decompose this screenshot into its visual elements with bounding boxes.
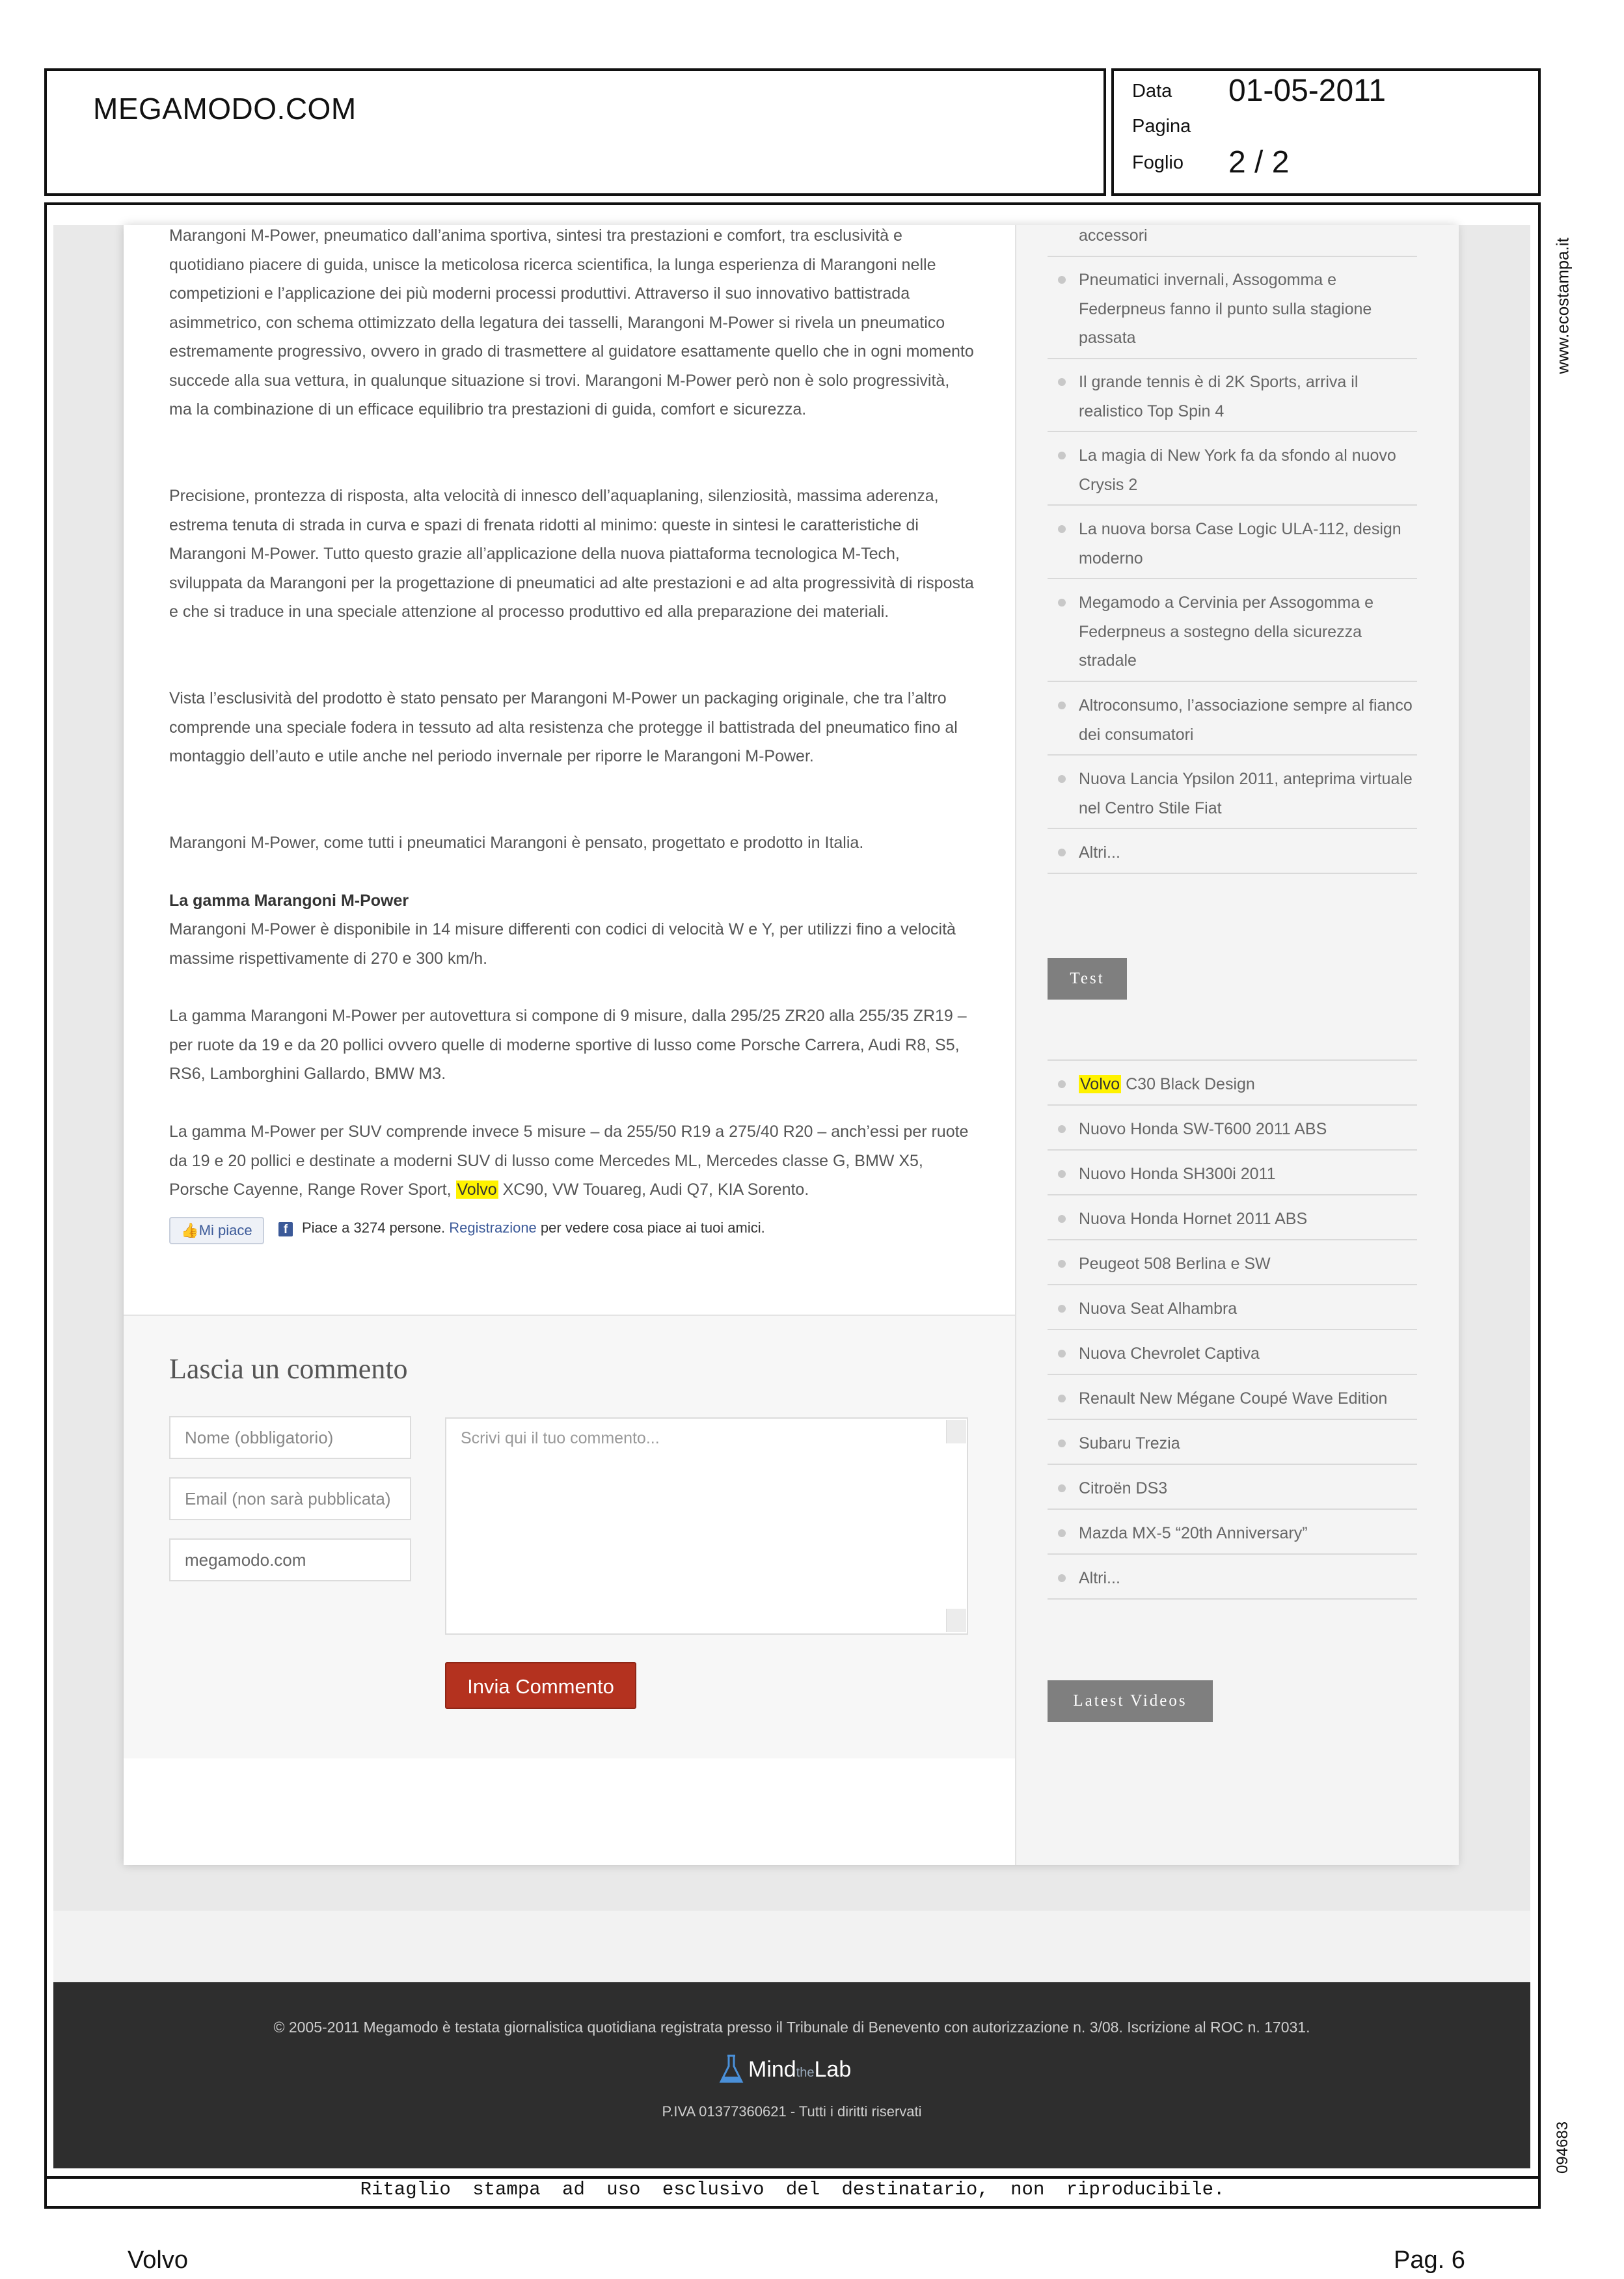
bullet-icon	[1058, 1350, 1066, 1358]
bullet-icon	[1058, 1305, 1066, 1313]
article-paragraph-6: La gamma Marangoni M-Power per autovettura si compone di 9 misure, dalla 295/25 ZR20 alla 255/35 ZR19 – per ruote da 19 e da 20 pollici ovvero quelle di moderne sportive di lusso come Porsche Carrera, Audi R8, S5, RS6, Lamborghini Gallardo, BMW M3.	[169, 1007, 967, 1083]
email-field[interactable]: Email (non sarà pubblicata)	[169, 1477, 411, 1520]
page-label: Pagina	[1132, 116, 1191, 137]
bullet-icon	[1058, 1440, 1066, 1447]
sidebar-link[interactable]: Subaru Trezia	[1048, 1429, 1417, 1465]
page-number: Pag. 6	[1394, 2246, 1465, 2274]
scrollbar-up[interactable]	[946, 1420, 966, 1443]
keyword-highlight: Volvo	[457, 1180, 497, 1199]
site-name: MEGAMODO.COM	[93, 92, 357, 126]
article-paragraph-4: Marangoni M-Power, come tutti i pneumatici Marangoni è pensato, progettato e prodotto in Italia.	[169, 834, 864, 852]
sidebar-link[interactable]: Nuova Chevrolet Captiva	[1048, 1339, 1417, 1375]
register-link[interactable]: Registrazione	[449, 1220, 537, 1236]
sidebar-link[interactable]: Nuovo Honda SH300i 2011	[1048, 1160, 1417, 1195]
article-paragraph-7: La gamma M-Power per SUV comprende invece 5 misure – da 255/50 R19 a 275/40 R20 – anch’essi per ruote da 19 e 20 pollici e destinate a moderni SUV di lusso come Mercedes ML, Mercedes classe G, BMW X5, Porsche Cayenne, Range Rover Sport, Volvo XC90, VW Touareg, Audi Q7, KIA Sorento.	[169, 1123, 969, 1199]
sheet-label: Foglio	[1132, 152, 1184, 173]
date-label: Data	[1132, 81, 1172, 102]
sidebar-link[interactable]: Volvo C30 Black Design	[1048, 1070, 1417, 1106]
sidebar-link[interactable]: Mazda MX-5 “20th Anniversary”	[1048, 1519, 1417, 1555]
sidebar-link[interactable]: Nuovo Honda SW-T600 2011 ABS	[1048, 1115, 1417, 1151]
page-keyword: Volvo	[128, 2246, 188, 2274]
scrollbar-down[interactable]	[946, 1609, 966, 1632]
bullet-icon	[1058, 276, 1066, 284]
bullet-icon	[1058, 1574, 1066, 1582]
comment-textarea[interactable]: Scrivi qui il tuo commento...	[445, 1417, 968, 1635]
comment-title: Lascia un commento	[169, 1353, 408, 1385]
sidebar-more-link[interactable]: Altri...	[1048, 1564, 1417, 1600]
tab-latest-videos[interactable]: Latest Videos	[1048, 1680, 1213, 1722]
sidebar-link[interactable]: La nuova borsa Case Logic ULA-112, design moderno	[1048, 515, 1417, 579]
side-url: www.ecostampa.it	[1552, 238, 1573, 374]
bullet-icon	[1058, 1529, 1066, 1537]
bullet-icon	[1058, 1125, 1066, 1133]
sidebar-link[interactable]: Nuova Honda Hornet 2011 ABS	[1048, 1205, 1417, 1240]
article-paragraph-2: Precisione, prontezza di risposta, alta velocità di innesco dell’aquaplaning, silenziosità, massima aderenza, estrema tenuta di strada in curva e spazi di frenata ridotti al minimo: queste in sintesi le caratteristiche di Marangoni M-Power. Tutto questo grazie all’applicazione della nuova piattaforma tecnologica M-Tech, sviluppata da Marangoni per la progettazione di pneumatici ad alte prestazioni e ad alta progressività di risposta e che si traduce in una speciale attenzione al processo produttivo ed alla preparazione dei materiali.	[169, 487, 974, 621]
footer-vat: P.IVA 01377360621 - Tutti i diritti riservati	[662, 2103, 922, 2120]
bullet-icon	[1058, 1484, 1066, 1492]
sheet-value: 2 / 2	[1228, 145, 1290, 180]
usage-notice: Ritaglio stampa ad uso esclusivo del destinatario, non riproducibile.	[360, 2179, 1225, 2200]
bullet-icon	[1058, 525, 1066, 533]
header-title-box	[44, 68, 1106, 196]
name-field[interactable]: Nome (obbligatorio)	[169, 1416, 411, 1459]
tab-test[interactable]: Test	[1048, 958, 1127, 1000]
sidebar-more-link[interactable]: Altri...	[1048, 838, 1417, 874]
bullet-icon	[1058, 1260, 1066, 1268]
article-paragraph-1: Marangoni M-Power, pneumatico dall’anima sportiva, sintesi tra prestazioni e comfort, tra esclusività e quotidiano piacere di guida, unisce la meticolosa ricerca scientifica, la lunga esperienza di Marangoni nelle competizioni e l’applicazione dei più moderni processi produttivi. Attraverso il suo innovativo battistrada asimmetrico, con schema ottimizzato della legatura dei tasselli, Marangoni M-Power si rivela un pneumatico estremamente progressivo, ovvero in grado di trasmettere al guidatore esattamente quello che in ogni momento succede alla sua vettura, in qualunque situazione si trovi. Marangoni M-Power però non è solo progressività, ma la combinazione di un efficace equilibrio tra prestazioni di guida, comfort e sicurezza.	[169, 226, 974, 418]
sidebar-link[interactable]: Peugeot 508 Berlina e SW	[1048, 1249, 1417, 1285]
sidebar-link[interactable]: Nuova Seat Alhambra	[1048, 1294, 1417, 1330]
bullet-icon	[1058, 599, 1066, 607]
sidebar-link[interactable]: La magia di New York fa da sfondo al nuovo Crysis 2	[1048, 441, 1417, 506]
list-divider	[1048, 1059, 1417, 1061]
bullet-icon	[1058, 1395, 1066, 1402]
sidebar-link[interactable]: accessori	[1048, 221, 1417, 257]
like-button[interactable]: 👍Mi piace	[169, 1217, 264, 1244]
keyword-highlight: Volvo	[1080, 1075, 1120, 1093]
article-subheading: La gamma Marangoni M-Power	[169, 892, 409, 910]
sidebar-link[interactable]: Megamodo a Cervinia per Assogomma e Federpneus a sostegno della sicurezza stradale	[1048, 588, 1417, 682]
bullet-icon	[1058, 1215, 1066, 1223]
bullet-icon	[1058, 775, 1066, 783]
article-paragraph-3: Vista l’esclusività del prodotto è stato pensato per Marangoni M-Power un packaging originale, che tra l’altro comprende una speciale fodera in tessuto ad alta resistenza che protegge il battistrada del pneumatico fino al montaggio dell’auto e utile anche nel periodo invernale per riporre le Marangoni M-Power.	[169, 689, 958, 765]
website-field[interactable]: megamodo.com	[169, 1538, 411, 1581]
footer-copyright: © 2005-2011 Megamodo è testata giornalistica quotidiana registrata presso il Tribunale di Benevento con autorizzazione n. 3/08. Iscrizione al ROC n. 17031.	[273, 2019, 1310, 2036]
sidebar-link[interactable]: Pneumatici invernali, Assogomma e Federpneus fanno il punto sulla stagione passata	[1048, 266, 1417, 359]
thumbs-up-icon: 👍	[181, 1222, 199, 1238]
bullet-icon	[1058, 452, 1066, 459]
like-count-text: Piace a 3274 persone. Registrazione per vedere cosa piace ai tuoi amici.	[302, 1220, 765, 1236]
sidebar-link[interactable]: Altroconsumo, l’associazione sempre al fianco dei consumatori	[1048, 691, 1417, 756]
website-lower-band	[53, 1911, 1530, 1982]
side-code: 094683	[1554, 2121, 1571, 2174]
sidebar-link[interactable]: Il grande tennis è di 2K Sports, arriva il realistico Top Spin 4	[1048, 368, 1417, 432]
submit-comment-button[interactable]: Invia Commento	[445, 1662, 636, 1709]
sidebar-link[interactable]: Nuova Lancia Ypsilon 2011, anteprima virtuale nel Centro Stile Fiat	[1048, 765, 1417, 829]
bullet-icon	[1058, 1080, 1066, 1088]
facebook-icon: f	[278, 1222, 293, 1236]
bullet-icon	[1058, 378, 1066, 386]
bullet-icon	[1058, 1170, 1066, 1178]
bullet-icon	[1058, 849, 1066, 856]
sidebar-link[interactable]: Citroën DS3	[1048, 1474, 1417, 1510]
flask-icon	[718, 2053, 744, 2086]
bullet-icon	[1058, 702, 1066, 709]
mindthelab-logo[interactable]: MindtheLab	[718, 2050, 851, 2089]
sidebar-link[interactable]: Renault New Mégane Coupé Wave Edition	[1048, 1384, 1417, 1420]
article-paragraph-5: Marangoni M-Power è disponibile in 14 misure differenti con codici di velocità W e Y, per utilizzi fino a velocità massime rispettivamente di 270 e 300 km/h.	[169, 920, 956, 968]
date-value: 01-05-2011	[1228, 74, 1386, 108]
